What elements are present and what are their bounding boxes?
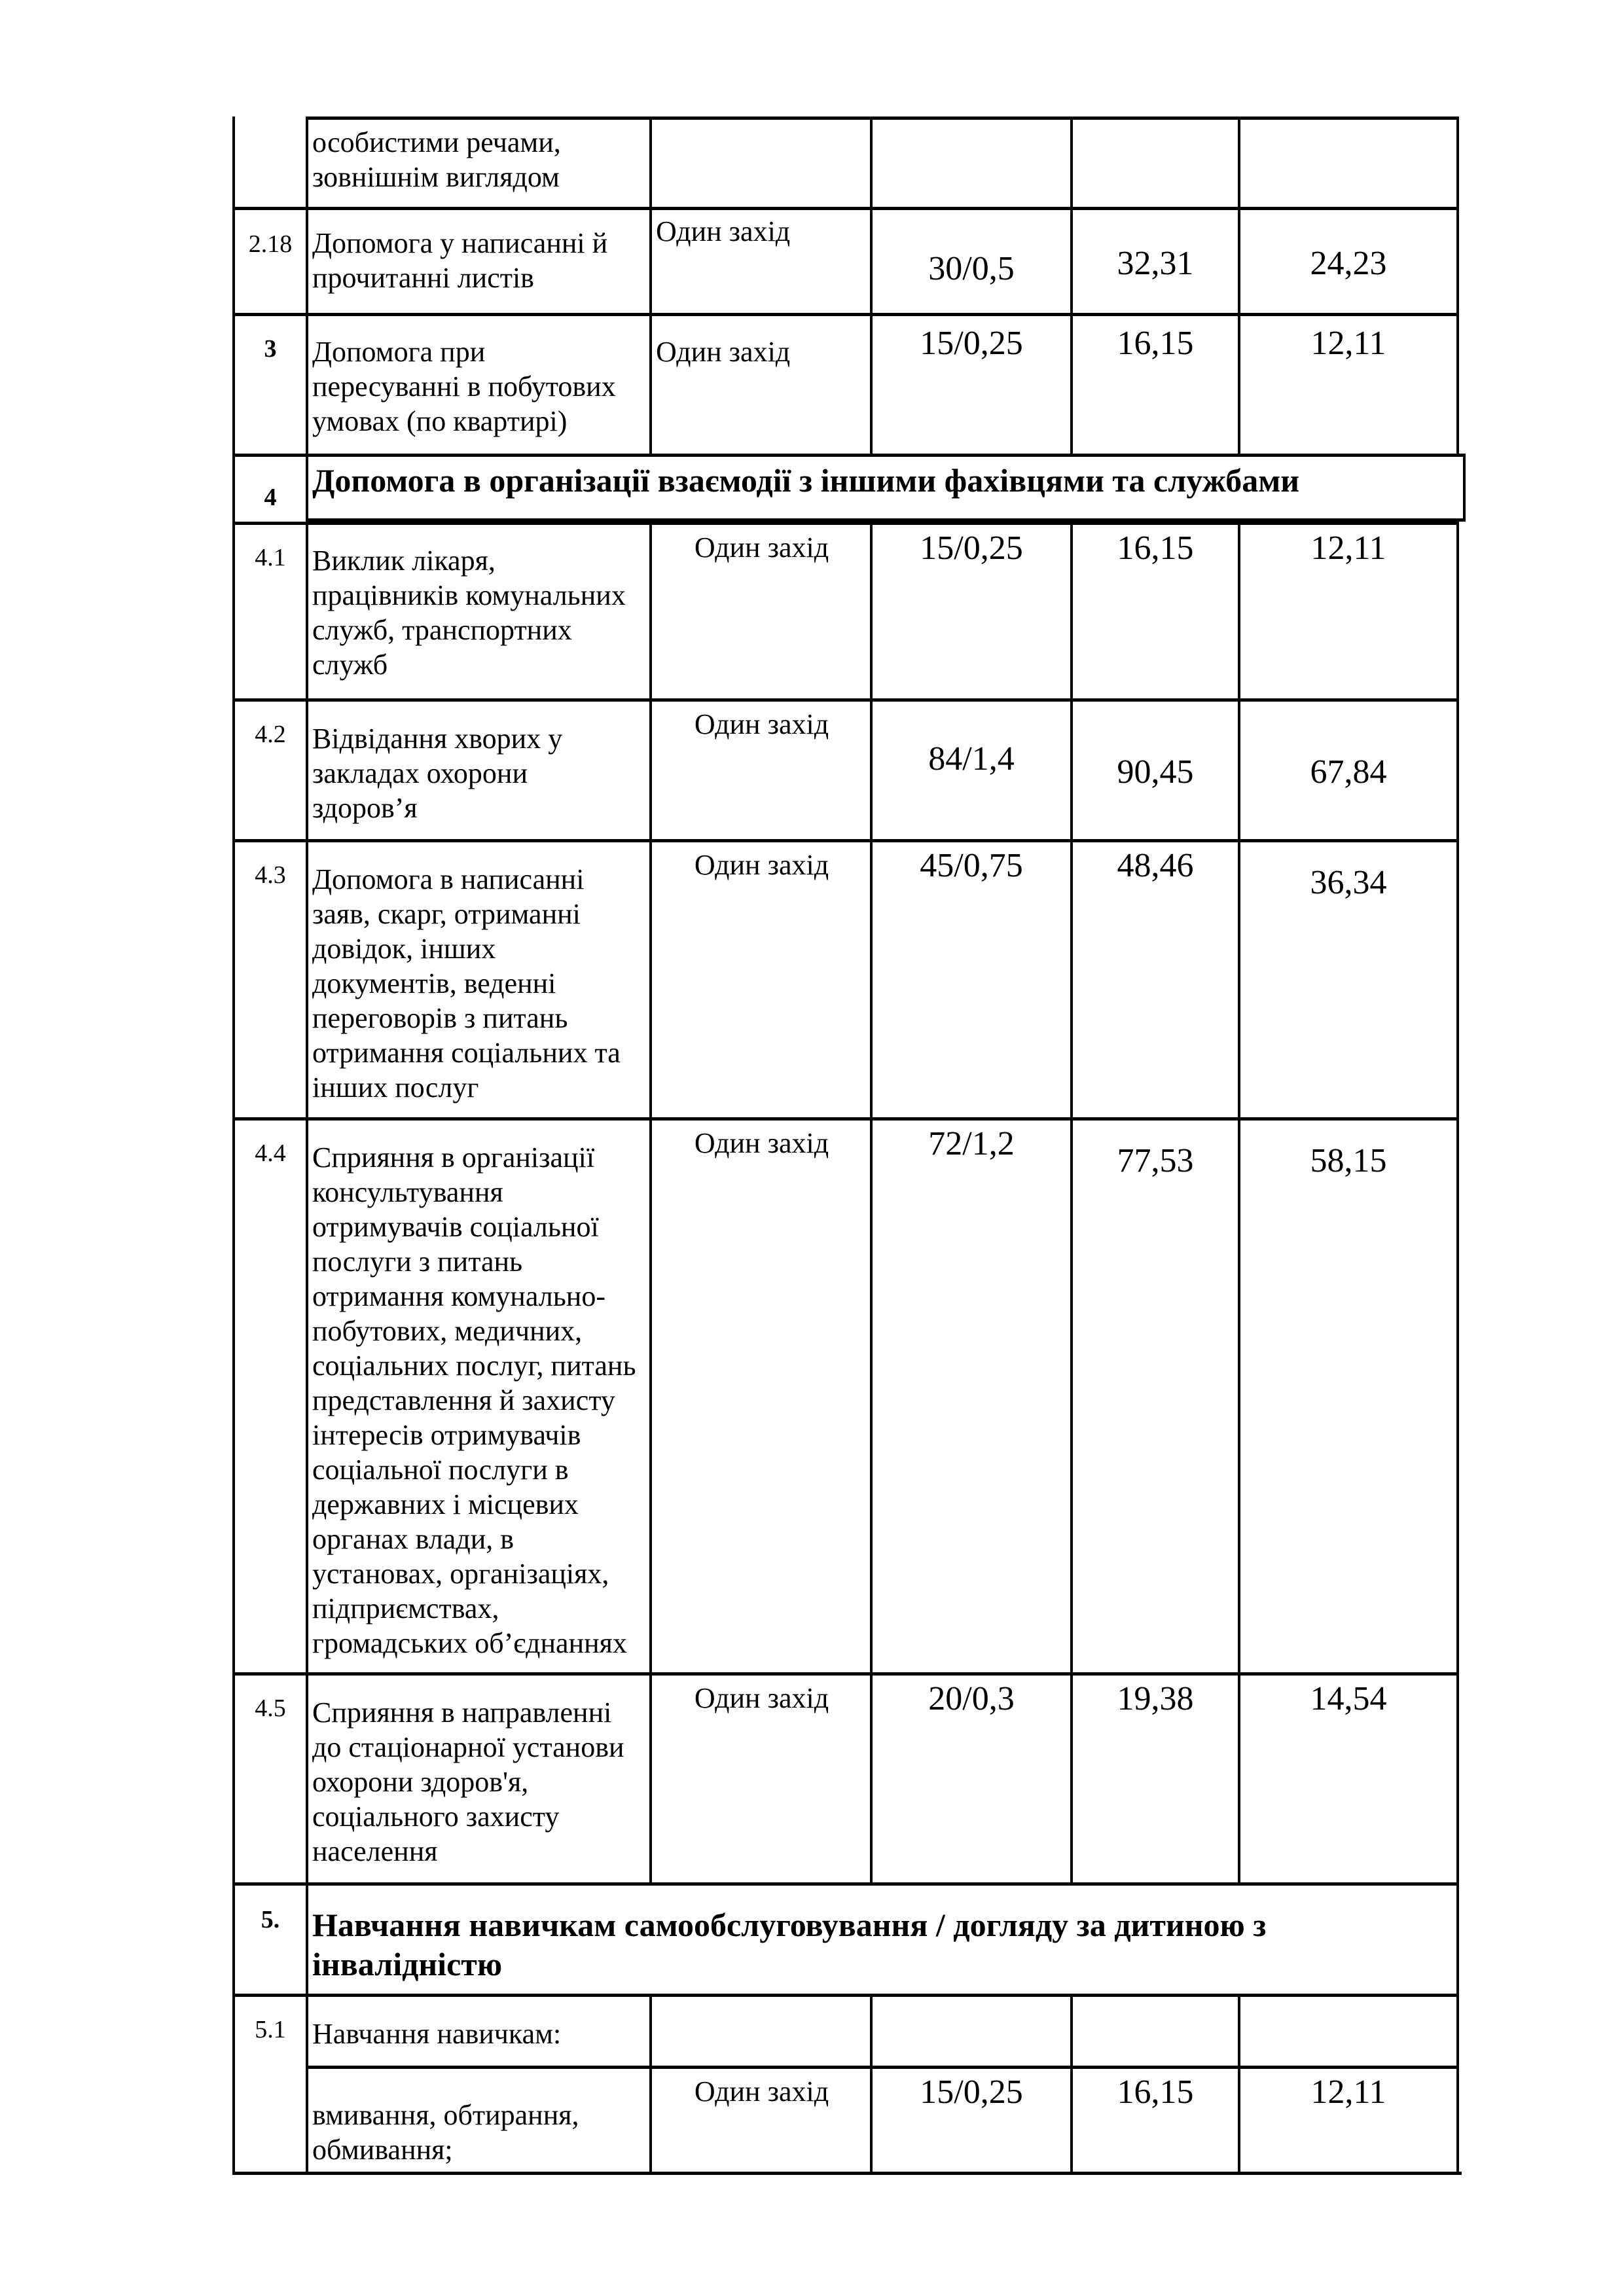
table-row [232,313,1459,454]
cost1-cell: 16,15 [1070,313,1238,454]
description-cell: Сприяння в організації консультування отримувачів соціальної послуги з питань отримання комунально- побутових, медичних, соціальних послуг, питань представлення й захисту інтересів отримувачів соціальної послуги в державних і місцевих органах влади, в установах, організаціях, підприємствах, громадських об’єднаннях [306,1117,649,1672]
description-cell: Сприяння в направленні до стаціонарної установи охорони здоров'я, соціального захисту населення [306,1672,649,1882]
time-cell [870,117,1070,207]
cost1-cell [1070,117,1238,207]
table-row [232,1994,1459,2066]
time-cell: 20/0,3 [870,1672,1070,1882]
unit-cell: Один захід [649,1117,870,1672]
description-cell: Допомога при пересуванні в побутових умовах (по квартирі) [306,313,649,454]
cost2-cell: 12,11 [1238,522,1459,698]
table-row [232,698,1459,839]
description-cell: Відвідання хворих у закладах охорони здоров’я [306,698,649,839]
number-cell [232,2066,306,2172]
table-row [232,839,1459,1117]
cost2-cell: 24,23 [1238,207,1459,313]
description-cell [306,117,649,207]
description-cell: вмивання, обтирання, обмивання; [306,2066,649,2172]
time-cell: 30/0,5 [870,207,1070,313]
cost1-cell: 77,53 [1070,1117,1238,1672]
time-cell [870,1994,1070,2066]
cost1-cell: 19,38 [1070,1672,1238,1882]
cost1-cell: 48,46 [1070,839,1238,1117]
cost2-cell: 14,54 [1238,1672,1459,1882]
number-cell: 5.1 [232,1994,306,2066]
number-cell: 4.4 [232,1117,306,1672]
section-title: Навчання навичкам самообслуговування / догляду за дитиною з інвалідністю [306,1882,1459,1994]
unit-cell: Один захід [649,207,870,313]
unit-cell [649,117,870,207]
description-cell: Допомога в написанні заяв, скарг, отриманні довідок, інших документів, веденні переговорів з питань отримання соціальних та інших послуг [306,839,649,1117]
cost1-cell: 32,31 [1070,207,1238,313]
cost2-cell: 36,34 [1238,839,1459,1117]
time-cell: 45/0,75 [870,839,1070,1117]
time-cell: 15/0,25 [870,522,1070,698]
unit-cell: Один захід [649,698,870,839]
cost2-cell: 12,11 [1238,313,1459,454]
cost2-cell [1238,117,1459,207]
cost2-cell: 67,84 [1238,698,1459,839]
unit-cell [649,1994,870,2066]
number-cell: 4.3 [232,839,306,1117]
number-cell: 4.1 [232,522,306,698]
section-number: 5. [232,1882,306,1994]
description-text: особистими речами, зовнішнім виглядом [312,126,561,193]
section-header-row [232,1882,1459,1994]
unit-cell: Один захід [649,1672,870,1882]
table-row [232,1117,1459,1672]
table-row [232,117,1459,207]
section-header-row [232,454,1459,522]
number-cell [232,117,306,207]
number-cell: 4.2 [232,698,306,839]
cost1-cell [1070,1994,1238,2066]
section-title: Допомога в організації взаємодії з іншими фахівцями та службами [306,454,1466,522]
number-cell: 3 [232,313,306,454]
table-bottom-border [232,2172,1462,2175]
time-cell: 15/0,25 [870,2066,1070,2172]
unit-cell: Один захід [649,2066,870,2172]
section-number: 4 [232,454,306,522]
cost1-cell: 90,45 [1070,698,1238,839]
cost1-cell: 16,15 [1070,522,1238,698]
time-cell: 72/1,2 [870,1117,1070,1672]
table-row [232,522,1459,698]
unit-cell: Один захід [649,522,870,698]
unit-cell: Один захід [649,839,870,1117]
cost2-cell [1238,1994,1459,2066]
number-cell: 2.18 [232,207,306,313]
description-cell: Виклик лікаря, працівників комунальних служб, транспортних служб [306,522,649,698]
number-cell: 4.5 [232,1672,306,1882]
time-cell: 15/0,25 [870,313,1070,454]
cost2-cell: 58,15 [1238,1117,1459,1672]
description-cell: Допомога у написанні й прочитанні листів [306,207,649,313]
time-cell: 84/1,4 [870,698,1070,839]
cost1-cell: 16,15 [1070,2066,1238,2172]
table-row [232,1672,1459,1882]
unit-cell: Один захід [649,313,870,454]
description-cell: Навчання навичкам: [306,1994,649,2066]
cost2-cell: 12,11 [1238,2066,1459,2172]
table-row [232,207,1459,313]
table-row [232,2066,1459,2172]
